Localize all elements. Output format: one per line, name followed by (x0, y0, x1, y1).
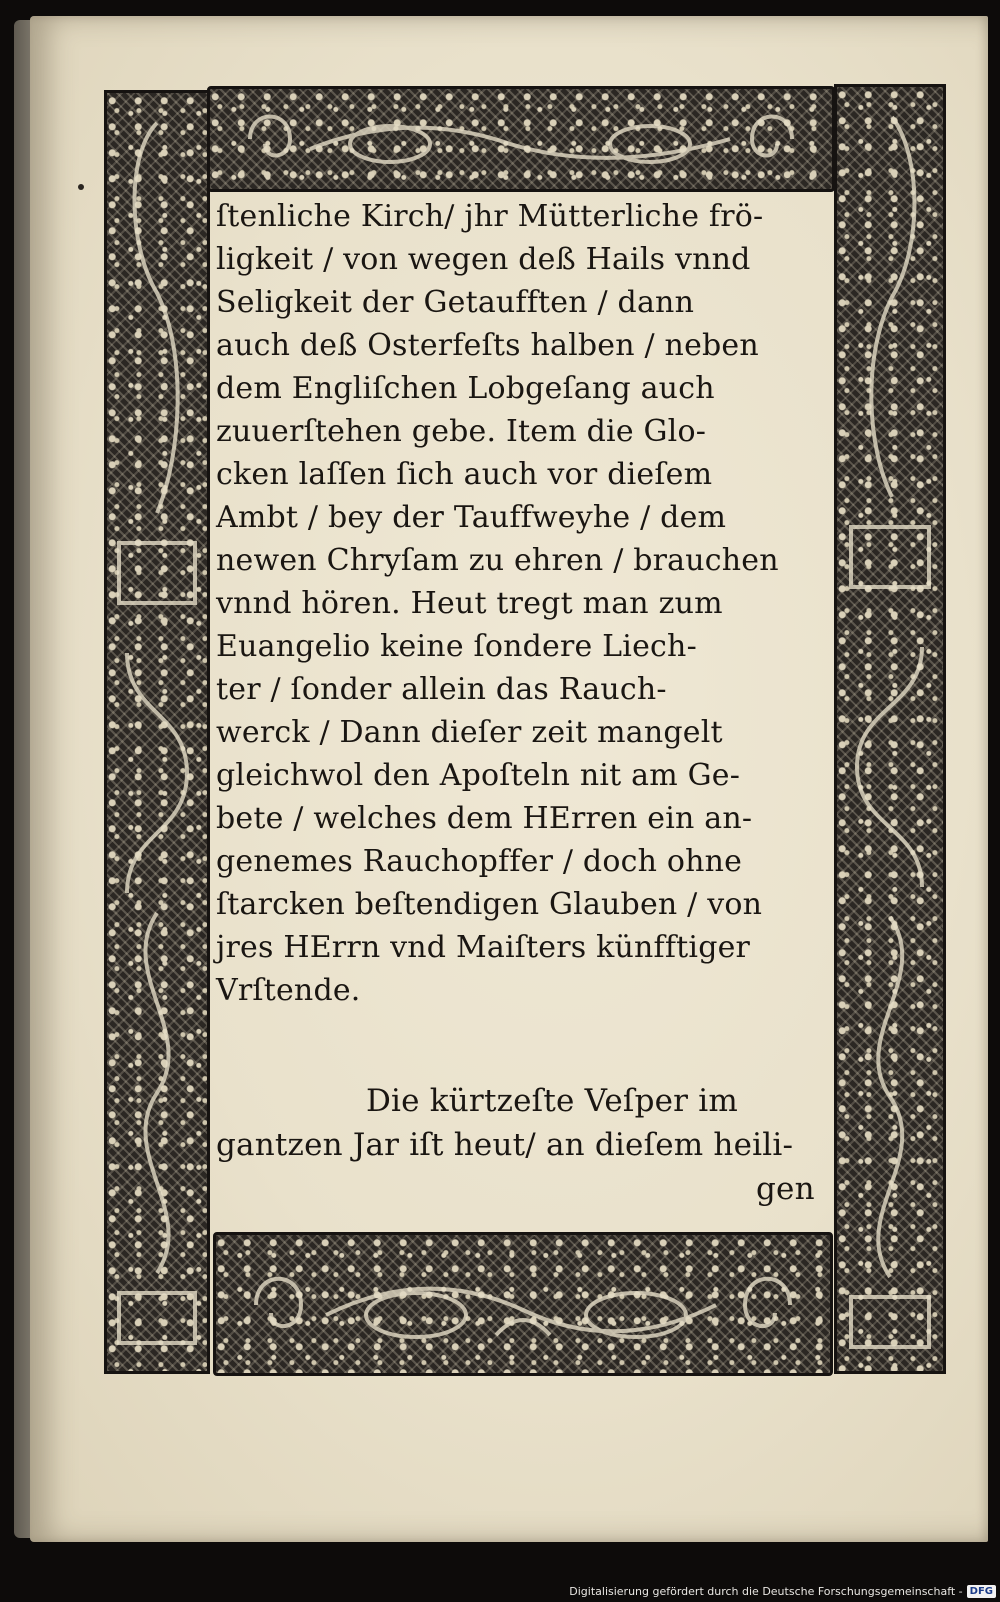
woodcut-border-right (834, 84, 946, 1374)
text-line: ligkeit / von wegen deß Hails vnnd (216, 242, 751, 277)
text-line: Euangelio keine ſondere Liech- (216, 629, 697, 664)
digitization-footer (566, 1580, 1000, 1602)
woodcut-border-bottom (213, 1232, 833, 1376)
woodcut-border-left (104, 90, 210, 1374)
woodcut-border-top (207, 86, 835, 192)
text-line: genemes Rauchopffer / doch ohne (216, 844, 743, 879)
ink-spot (78, 184, 84, 190)
dfg-logo: DFG (967, 1585, 996, 1598)
text-line: vnnd hören. Heut tregt man zum (216, 586, 723, 621)
text-line: gantzen Jar iſt heut/ an dieſem heili- (216, 1127, 794, 1163)
text-line: ſtenliche Kirch/ jhr Mütterliche frö- (216, 199, 764, 234)
text-line: auch deß Osterfeſts halben / neben (216, 328, 759, 363)
text-line: Ambt / bey der Tauffweyhe / dem (216, 500, 727, 535)
text-line: Seligkeit der Getaufften / dann (216, 285, 695, 320)
catchword: gen (756, 1171, 815, 1207)
text-line: cken laſſen ſich auch vor dieſem (216, 457, 713, 492)
text-line: werck / Dann dieſer zeit mangelt (216, 715, 723, 750)
text-line: bete / welches dem HErren ein an- (216, 801, 753, 836)
text-line: newen Chryſam zu ehren / brauchen (216, 543, 779, 578)
text-line: Vrſtende. (216, 973, 361, 1008)
text-line: ſtarcken beſtendigen Glauben / von (216, 887, 763, 922)
text-line: ter / ſonder allein das Rauch- (216, 672, 667, 707)
text-line: zuuerſtehen gebe. Item die Glo- (216, 414, 707, 449)
text-line: jres HErrn vnd Maiſters künfftiger (216, 930, 751, 965)
text-line: gleichwol den Apoſteln nit am Ge- (216, 758, 741, 793)
text-line: dem Engliſchen Lobgeſang auch (216, 371, 715, 406)
footer-credit: Digitalisierung gefördert durch die Deutsche Forschungsgemeinschaft - (569, 1584, 963, 1598)
text-line: Die kürtzeſte Veſper im (366, 1083, 738, 1119)
